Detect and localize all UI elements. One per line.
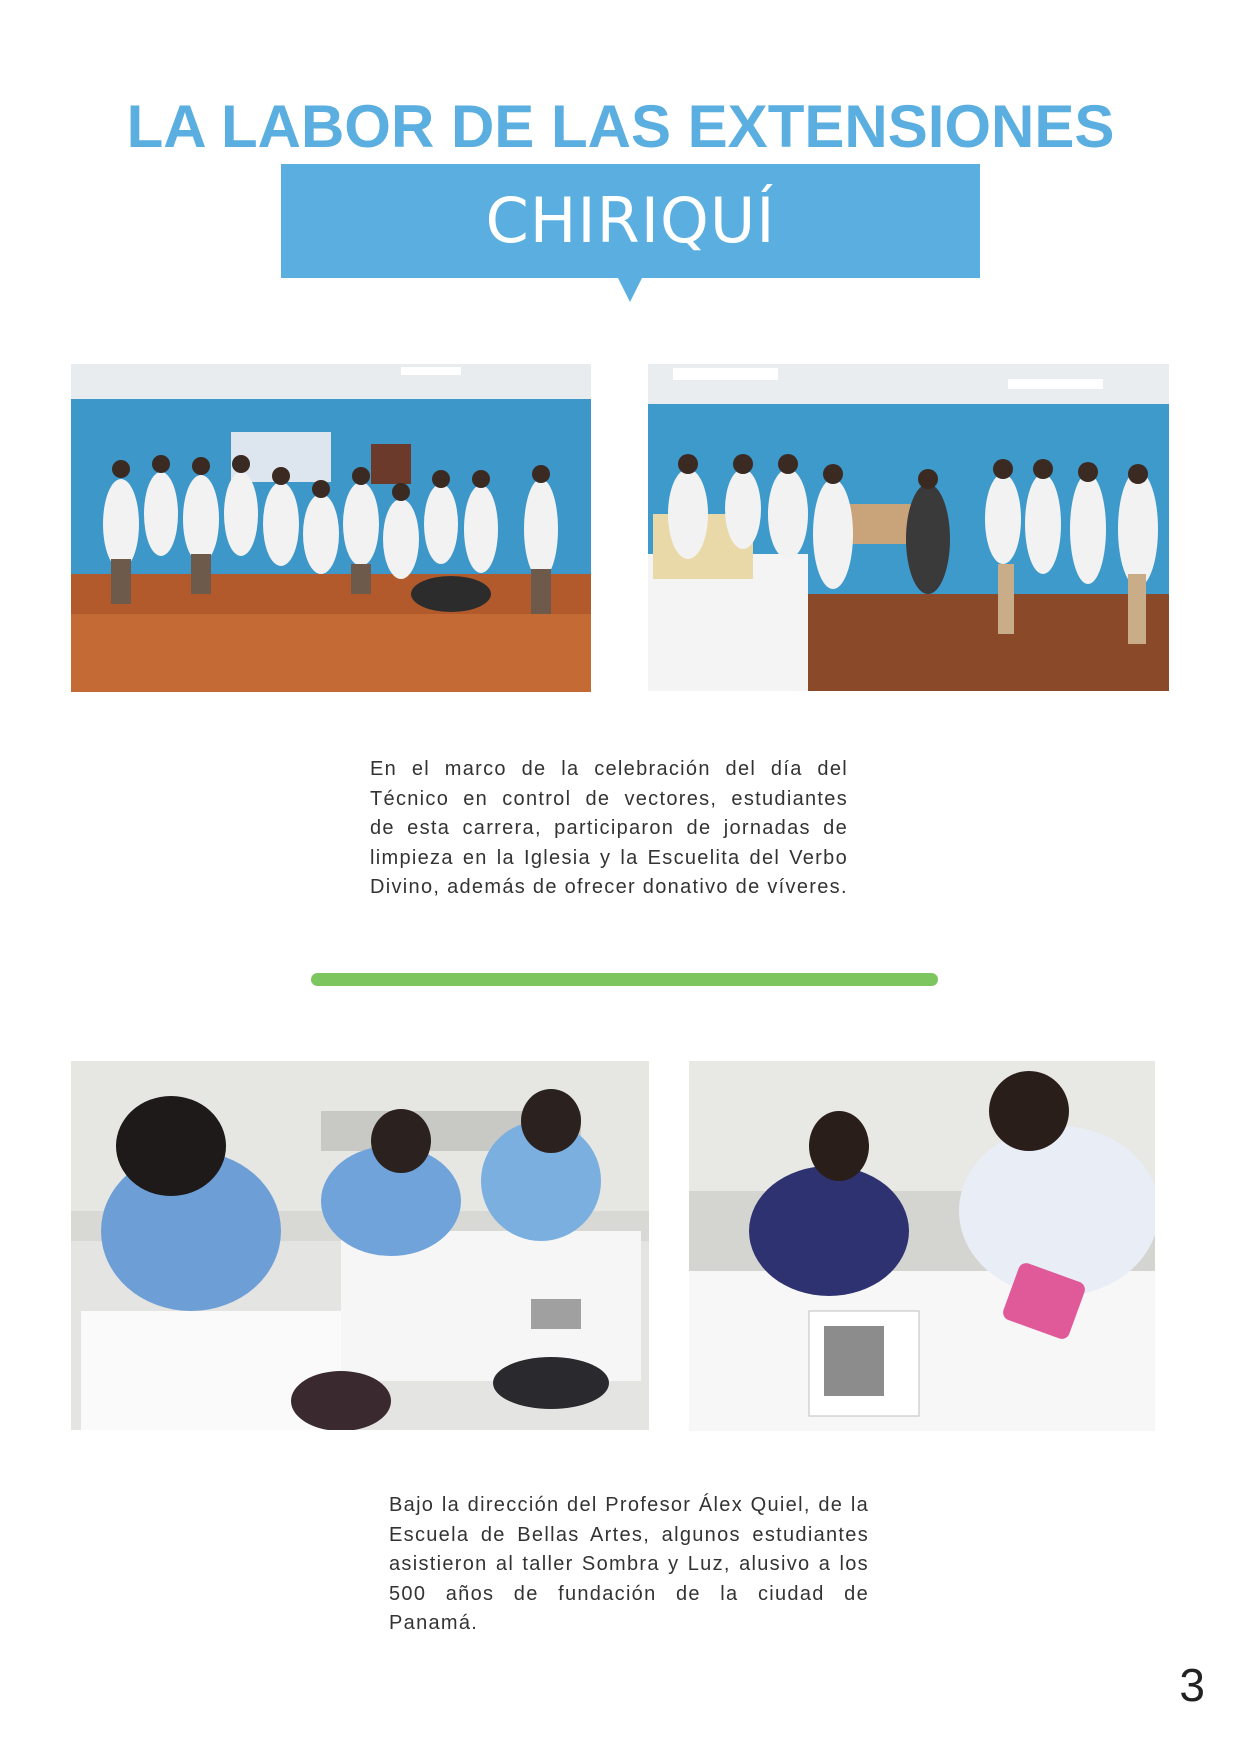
paragraph-line: Divino, además de ofrecer donativo de víveres. <box>370 876 848 898</box>
group-photo <box>71 364 591 692</box>
paragraph-line: Técnico en control de vectores, estudiantes <box>370 787 848 810</box>
section1-paragraph <box>370 755 848 903</box>
paragraph-line: Bajo la dirección del Profesor Álex Quiel, de la <box>389 1494 869 1516</box>
workshop-photo-students <box>71 1061 649 1430</box>
page-title: LA LABOR DE LAS EXTENSIONES <box>126 93 1115 160</box>
paragraph-line: En el marco de la celebración del día del <box>370 758 848 780</box>
donation-photo <box>648 364 1169 691</box>
region-name: CHIRIQUÍ <box>485 184 776 257</box>
paragraph-line: de esta carrera, participaron de jornadas de <box>370 817 848 839</box>
section2-paragraph <box>389 1491 869 1639</box>
region-banner <box>281 164 980 278</box>
paragraph-line: limpieza en la Iglesia y la Escuelita del Verbo <box>370 846 848 869</box>
paragraph-line: asistieron al taller Sombra y Luz, alusivo a los <box>389 1553 869 1575</box>
paragraph-line: Escuela de Bellas Artes, algunos estudiantes <box>389 1523 869 1546</box>
workshop-photo-professor <box>689 1061 1155 1431</box>
section-divider <box>311 973 938 986</box>
page-number: 3 <box>1179 1659 1205 1711</box>
paragraph-line: 500 años de fundación de la ciudad de Panamá. <box>389 1582 869 1634</box>
banner-pointer <box>618 278 642 302</box>
